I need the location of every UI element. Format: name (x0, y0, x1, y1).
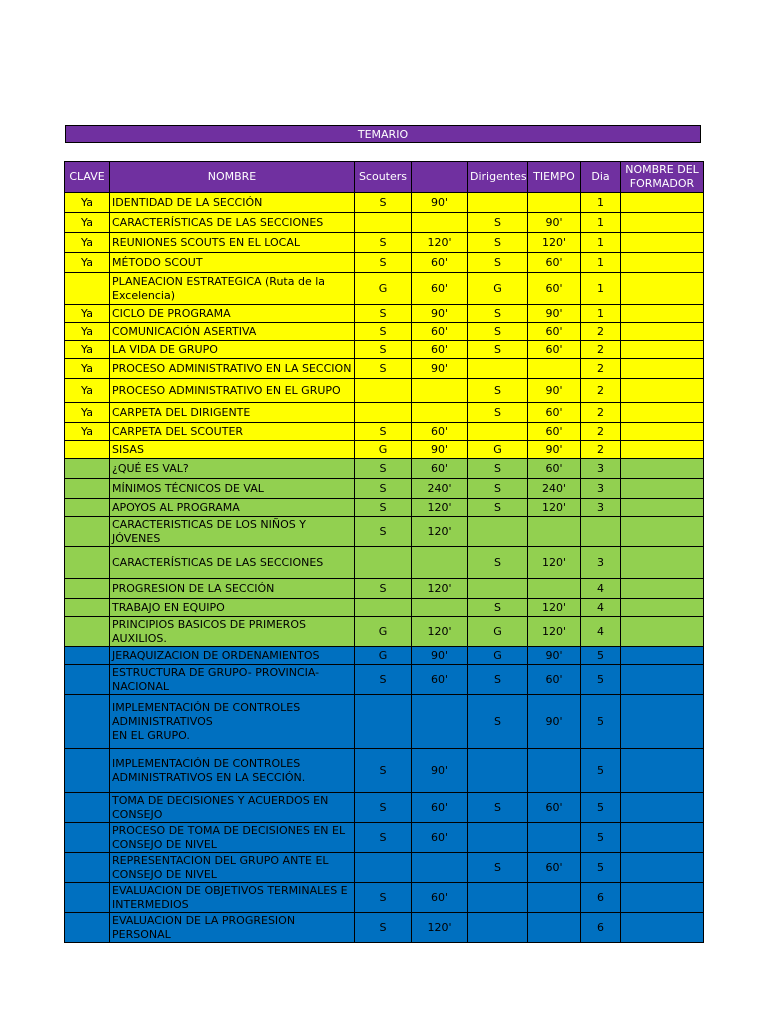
formador-cell (621, 193, 704, 213)
scouters-time-cell (412, 695, 468, 749)
dirigentes-cell: S (468, 305, 528, 323)
nombre-cell: PROGRESION DE LA SECCIÓN (110, 579, 355, 599)
formador-cell (621, 547, 704, 579)
dirigentes-cell (468, 193, 528, 213)
scouters-time-cell: 60' (412, 823, 468, 853)
col-dirigentes-header: Dirigentes (468, 162, 528, 193)
col-nombre-header: NOMBRE (110, 162, 355, 193)
dirigentes-cell: S (468, 403, 528, 423)
nombre-cell: COMUNICACIÓN ASERTIVA (110, 323, 355, 341)
table-row (65, 913, 704, 943)
scouters-time-cell (412, 379, 468, 403)
page-title: TEMARIO (65, 125, 701, 143)
table-row (65, 213, 704, 233)
clave-cell: Ya (65, 359, 110, 379)
clave-cell: Ya (65, 423, 110, 441)
tiempo-cell: 60' (528, 341, 581, 359)
scouters-time-cell: 60' (412, 341, 468, 359)
formador-cell (621, 379, 704, 403)
dia-cell: 2 (581, 379, 621, 403)
scouters-cell: S (355, 749, 412, 793)
table-row (65, 423, 704, 441)
clave-cell (65, 853, 110, 883)
nombre-cell: APOYOS AL PROGRAMA (110, 499, 355, 517)
tiempo-cell (528, 517, 581, 547)
dirigentes-cell: S (468, 479, 528, 499)
table-row (65, 749, 704, 793)
scouters-cell: S (355, 823, 412, 853)
scouters-time-cell: 120' (412, 517, 468, 547)
dirigentes-cell: S (468, 499, 528, 517)
dia-cell: 1 (581, 193, 621, 213)
scouters-cell (355, 403, 412, 423)
table-row (65, 617, 704, 647)
table-row (65, 883, 704, 913)
dia-cell: 1 (581, 253, 621, 273)
formador-cell (621, 665, 704, 695)
tiempo-cell: 90' (528, 305, 581, 323)
formador-cell (621, 579, 704, 599)
dia-cell: 4 (581, 579, 621, 599)
table-row (65, 323, 704, 341)
table-row (65, 459, 704, 479)
table-row (65, 193, 704, 213)
nombre-cell: CARPETA DEL DIRIGENTE (110, 403, 355, 423)
clave-cell (65, 749, 110, 793)
dia-cell: 5 (581, 823, 621, 853)
table-row (65, 479, 704, 499)
dirigentes-cell (468, 749, 528, 793)
clave-cell (65, 793, 110, 823)
tiempo-cell: 60' (528, 459, 581, 479)
dirigentes-cell (468, 423, 528, 441)
scouters-time-cell: 60' (412, 459, 468, 479)
dia-cell: 2 (581, 403, 621, 423)
tiempo-cell: 120' (528, 499, 581, 517)
dia-cell: 1 (581, 213, 621, 233)
tiempo-cell: 60' (528, 403, 581, 423)
dirigentes-cell: S (468, 599, 528, 617)
dirigentes-cell: S (468, 341, 528, 359)
scouters-cell: S (355, 305, 412, 323)
dia-cell: 5 (581, 647, 621, 665)
nombre-cell: ¿QUÉ ES VAL? (110, 459, 355, 479)
formador-cell (621, 323, 704, 341)
scouters-cell: S (355, 233, 412, 253)
scouters-cell: S (355, 517, 412, 547)
scouters-cell (355, 213, 412, 233)
scouters-time-cell: 90' (412, 647, 468, 665)
nombre-cell: ESTRUCTURA DE GRUPO- PROVINCIA-NACIONAL (110, 665, 355, 695)
table-row (65, 823, 704, 853)
scouters-time-cell: 90' (412, 749, 468, 793)
nombre-cell: TRABAJO EN EQUIPO (110, 599, 355, 617)
table-row (65, 547, 704, 579)
formador-cell (621, 233, 704, 253)
tiempo-cell: 60' (528, 423, 581, 441)
clave-cell (65, 547, 110, 579)
scouters-cell: S (355, 665, 412, 695)
formador-cell (621, 517, 704, 547)
scouters-time-cell (412, 853, 468, 883)
tiempo-cell (528, 913, 581, 943)
clave-cell (65, 459, 110, 479)
dirigentes-cell (468, 883, 528, 913)
scouters-cell: S (355, 499, 412, 517)
dirigentes-cell: S (468, 547, 528, 579)
dia-cell: 3 (581, 479, 621, 499)
table-row (65, 403, 704, 423)
table-row (65, 579, 704, 599)
col-dia-header: Dia (581, 162, 621, 193)
scouters-cell: S (355, 479, 412, 499)
clave-cell (65, 579, 110, 599)
nombre-cell: PRINCIPIOS BASICOS DE PRIMEROS AUXILIOS. (110, 617, 355, 647)
dirigentes-cell: G (468, 617, 528, 647)
scouters-cell: S (355, 423, 412, 441)
dirigentes-cell: S (468, 665, 528, 695)
table-row (65, 233, 704, 253)
nombre-cell: SISAS (110, 441, 355, 459)
clave-cell: Ya (65, 193, 110, 213)
dia-cell: 4 (581, 617, 621, 647)
tiempo-cell: 60' (528, 273, 581, 305)
dirigentes-cell: S (468, 379, 528, 403)
dia-cell: 5 (581, 695, 621, 749)
nombre-cell: REPRESENTACION DEL GRUPO ANTE EL CONSEJO DE NIVEL (110, 853, 355, 883)
col-scouters-header: Scouters (355, 162, 412, 193)
header-row (65, 162, 704, 193)
scouters-time-cell: 120' (412, 233, 468, 253)
scouters-cell: S (355, 253, 412, 273)
scouters-cell: S (355, 793, 412, 823)
dia-cell: 2 (581, 441, 621, 459)
dirigentes-cell: S (468, 213, 528, 233)
formador-cell (621, 695, 704, 749)
formador-cell (621, 479, 704, 499)
scouters-time-cell: 90' (412, 441, 468, 459)
formador-cell (621, 599, 704, 617)
nombre-cell: REUNIONES SCOUTS EN EL LOCAL (110, 233, 355, 253)
formador-cell (621, 341, 704, 359)
dirigentes-cell (468, 579, 528, 599)
clave-cell (65, 441, 110, 459)
table-row (65, 341, 704, 359)
nombre-cell: LA VIDA DE GRUPO (110, 341, 355, 359)
tiempo-cell: 60' (528, 665, 581, 695)
tiempo-cell (528, 579, 581, 599)
formador-cell (621, 883, 704, 913)
nombre-cell: JERAQUIZACION DE ORDENAMIENTOS (110, 647, 355, 665)
scouters-cell: S (355, 193, 412, 213)
formador-cell (621, 749, 704, 793)
table-row (65, 517, 704, 547)
nombre-cell: EVALUACION DE OBJETIVOS TERMINALES E INTERMEDIOS (110, 883, 355, 913)
tiempo-cell: 120' (528, 599, 581, 617)
scouters-time-cell: 60' (412, 253, 468, 273)
nombre-cell: IDENTIDAD DE LA SECCIÓN (110, 193, 355, 213)
tiempo-cell (528, 823, 581, 853)
scouters-time-cell: 60' (412, 883, 468, 913)
scouters-time-cell: 120' (412, 499, 468, 517)
tiempo-cell: 60' (528, 793, 581, 823)
tiempo-cell: 120' (528, 617, 581, 647)
nombre-cell: CARPETA DEL SCOUTER (110, 423, 355, 441)
clave-cell: Ya (65, 323, 110, 341)
scouters-time-cell: 60' (412, 323, 468, 341)
clave-cell (65, 273, 110, 305)
dirigentes-cell: S (468, 853, 528, 883)
dia-cell: 1 (581, 305, 621, 323)
nombre-cell: PLANEACION ESTRATEGICA (Ruta de la Excelencia) (110, 273, 355, 305)
scouters-cell (355, 599, 412, 617)
formador-cell (621, 617, 704, 647)
dirigentes-cell: S (468, 323, 528, 341)
table-row (65, 253, 704, 273)
clave-cell: Ya (65, 305, 110, 323)
formador-cell (621, 499, 704, 517)
formador-cell (621, 423, 704, 441)
formador-cell (621, 273, 704, 305)
tiempo-cell (528, 883, 581, 913)
clave-cell (65, 479, 110, 499)
scouters-cell: S (355, 323, 412, 341)
scouters-cell: S (355, 913, 412, 943)
scouters-cell: S (355, 341, 412, 359)
table-row (65, 647, 704, 665)
dia-cell: 2 (581, 423, 621, 441)
formador-cell (621, 459, 704, 479)
table-row (65, 305, 704, 323)
scouters-cell (355, 379, 412, 403)
scouters-cell (355, 547, 412, 579)
dia-cell: 3 (581, 547, 621, 579)
nombre-cell: IMPLEMENTACIÓN DE CONTROLES ADMINISTRATIVOS EN LA SECCIÓN. (110, 749, 355, 793)
table-row (65, 273, 704, 305)
dirigentes-cell (468, 359, 528, 379)
tiempo-cell: 90' (528, 647, 581, 665)
clave-cell: Ya (65, 341, 110, 359)
tiempo-cell (528, 359, 581, 379)
scouters-time-cell (412, 403, 468, 423)
dia-cell: 1 (581, 233, 621, 253)
nombre-cell: CARACTERISTICAS DE LOS NIÑOS Y JÓVENES (110, 517, 355, 547)
dia-cell: 3 (581, 459, 621, 479)
clave-cell: Ya (65, 253, 110, 273)
nombre-cell: CARACTERÍSTICAS DE LAS SECCIONES (110, 547, 355, 579)
dirigentes-cell: G (468, 441, 528, 459)
scouters-cell (355, 853, 412, 883)
formador-cell (621, 441, 704, 459)
scouters-time-cell (412, 213, 468, 233)
temario-table (64, 161, 704, 943)
formador-cell (621, 913, 704, 943)
dirigentes-cell: G (468, 273, 528, 305)
tiempo-cell: 240' (528, 479, 581, 499)
formador-cell (621, 793, 704, 823)
tiempo-cell: 60' (528, 253, 581, 273)
dia-cell: 5 (581, 749, 621, 793)
scouters-time-cell: 90' (412, 305, 468, 323)
nombre-cell: CICLO DE PROGRAMA (110, 305, 355, 323)
dia-cell: 2 (581, 359, 621, 379)
scouters-time-cell: 120' (412, 617, 468, 647)
tiempo-cell: 90' (528, 213, 581, 233)
scouters-time-cell: 60' (412, 665, 468, 695)
nombre-cell: PROCESO DE TOMA DE DECISIONES EN EL CONSEJO DE NIVEL (110, 823, 355, 853)
col-tiempo-header: TIEMPO (528, 162, 581, 193)
clave-cell (65, 617, 110, 647)
tiempo-cell: 90' (528, 379, 581, 403)
dia-cell (581, 517, 621, 547)
dirigentes-cell: S (468, 233, 528, 253)
scouters-time-cell: 90' (412, 359, 468, 379)
dirigentes-cell (468, 517, 528, 547)
tiempo-cell (528, 193, 581, 213)
dirigentes-cell: S (468, 459, 528, 479)
clave-cell (65, 665, 110, 695)
nombre-cell: PROCESO ADMINISTRATIVO EN EL GRUPO (110, 379, 355, 403)
col-clave-header: CLAVE (65, 162, 110, 193)
clave-cell: Ya (65, 233, 110, 253)
nombre-cell: MÉTODO SCOUT (110, 253, 355, 273)
tiempo-cell: 90' (528, 441, 581, 459)
tiempo-cell: 60' (528, 853, 581, 883)
scouters-cell: S (355, 459, 412, 479)
dia-cell: 5 (581, 793, 621, 823)
table-row (65, 379, 704, 403)
nombre-cell: MÍNIMOS TÉCNICOS DE VAL (110, 479, 355, 499)
scouters-time-cell (412, 547, 468, 579)
dia-cell: 1 (581, 273, 621, 305)
nombre-cell: IMPLEMENTACIÓN DE CONTROLES ADMINISTRATIVOS EN EL GRUPO. (110, 695, 355, 749)
scouters-cell: S (355, 883, 412, 913)
table-row (65, 499, 704, 517)
scouters-time-cell (412, 599, 468, 617)
dia-cell: 5 (581, 665, 621, 695)
clave-cell (65, 647, 110, 665)
scouters-cell (355, 695, 412, 749)
dia-cell: 4 (581, 599, 621, 617)
tiempo-cell: 120' (528, 233, 581, 253)
clave-cell (65, 599, 110, 617)
formador-cell (621, 213, 704, 233)
scouters-time-cell: 60' (412, 793, 468, 823)
dirigentes-cell: S (468, 695, 528, 749)
table-row (65, 793, 704, 823)
dia-cell: 5 (581, 853, 621, 883)
dia-cell: 3 (581, 499, 621, 517)
formador-cell (621, 253, 704, 273)
scouters-cell: G (355, 617, 412, 647)
formador-cell (621, 403, 704, 423)
dirigentes-cell (468, 913, 528, 943)
clave-cell (65, 823, 110, 853)
scouters-time-cell: 120' (412, 579, 468, 599)
scouters-cell: G (355, 273, 412, 305)
table-row (65, 359, 704, 379)
clave-cell: Ya (65, 403, 110, 423)
scouters-time-cell: 60' (412, 423, 468, 441)
clave-cell (65, 517, 110, 547)
table-row (65, 853, 704, 883)
scouters-time-cell: 240' (412, 479, 468, 499)
col-scouters-time-header (412, 162, 468, 193)
scouters-time-cell: 60' (412, 273, 468, 305)
table-row (65, 441, 704, 459)
formador-cell (621, 647, 704, 665)
tiempo-cell: 90' (528, 695, 581, 749)
tiempo-cell (528, 749, 581, 793)
dirigentes-cell: G (468, 647, 528, 665)
scouters-cell: S (355, 579, 412, 599)
clave-cell: Ya (65, 213, 110, 233)
table-row (65, 695, 704, 749)
dirigentes-cell: S (468, 253, 528, 273)
nombre-cell: TOMA DE DECISIONES Y ACUERDOS EN CONSEJO (110, 793, 355, 823)
tiempo-cell: 60' (528, 323, 581, 341)
dia-cell: 2 (581, 323, 621, 341)
clave-cell (65, 913, 110, 943)
formador-cell (621, 823, 704, 853)
table-row (65, 599, 704, 617)
nombre-cell: PROCESO ADMINISTRATIVO EN LA SECCION (110, 359, 355, 379)
formador-cell (621, 305, 704, 323)
col-formador-header: NOMBRE DEL FORMADOR (621, 162, 704, 193)
nombre-cell: CARACTERÍSTICAS DE LAS SECCIONES (110, 213, 355, 233)
dia-cell: 6 (581, 913, 621, 943)
clave-cell (65, 499, 110, 517)
dia-cell: 2 (581, 341, 621, 359)
formador-cell (621, 853, 704, 883)
dirigentes-cell: S (468, 793, 528, 823)
scouters-cell: G (355, 647, 412, 665)
tiempo-cell: 120' (528, 547, 581, 579)
clave-cell (65, 883, 110, 913)
scouters-cell: S (355, 359, 412, 379)
nombre-cell: EVALUACION DE LA PROGRESION PERSONAL (110, 913, 355, 943)
scouters-cell: G (355, 441, 412, 459)
scouters-time-cell: 120' (412, 913, 468, 943)
clave-cell: Ya (65, 379, 110, 403)
scouters-time-cell: 90' (412, 193, 468, 213)
formador-cell (621, 359, 704, 379)
clave-cell (65, 695, 110, 749)
table-row (65, 665, 704, 695)
dirigentes-cell (468, 823, 528, 853)
dia-cell: 6 (581, 883, 621, 913)
